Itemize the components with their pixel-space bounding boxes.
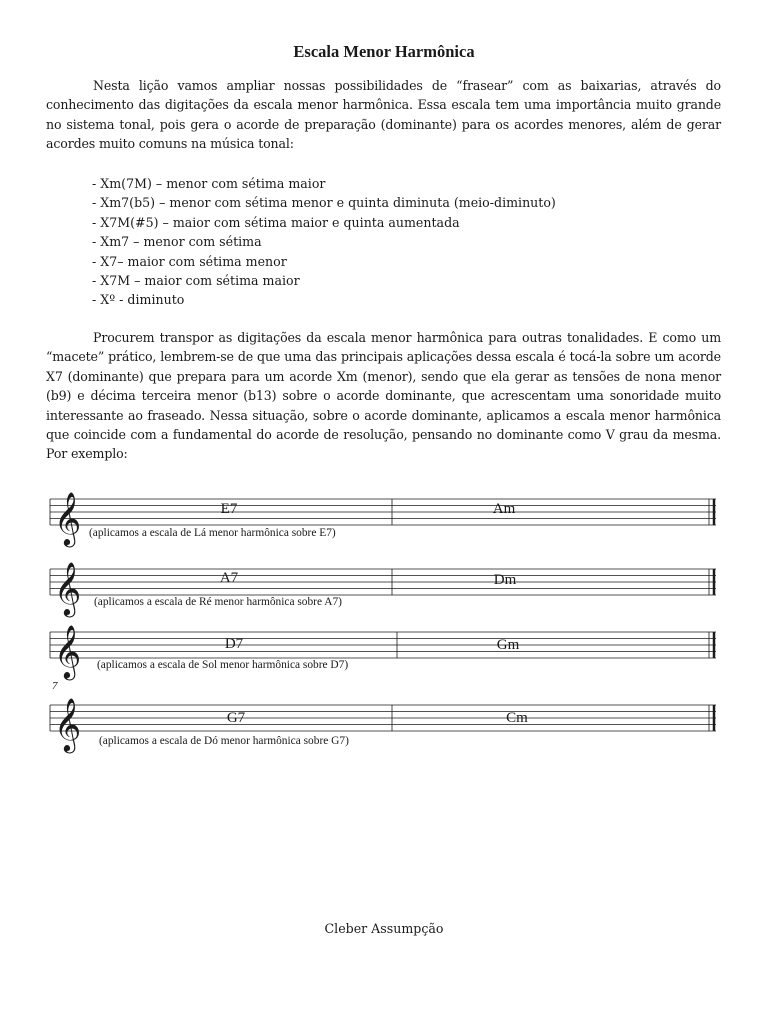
list-item: - X7M – maior com sétima maior — [92, 273, 300, 289]
measure-number: 7 — [52, 680, 58, 692]
author-name: Cleber Assumpção — [324, 921, 444, 936]
list-item: - X7M(#5) – maior com sétima maior e quinta aumentada — [92, 214, 460, 230]
intro-paragraph: Nesta lição vamos ampliar nossas possibilidades de “frasear” com as baixarias, através do conhecimento das digitações da escala menor harmônica. Essa escala tem uma importância muito grande no sistema tonal, pois gera o acorde de preparação (dominante) para os acordes menores, além de gerar acordes muito comuns na música tonal: — [46, 78, 721, 152]
chord-symbol: G7 — [226, 710, 246, 726]
staff-caption: (aplicamos a escala de Sol menor harmônica sobre D7) — [97, 659, 349, 671]
treble-clef-icon: 𝄞 — [54, 561, 82, 615]
page-title: Escala Menor Harmônica — [293, 42, 475, 61]
chord-symbol: Dm — [493, 572, 517, 588]
list-item: - Xº - diminuto — [92, 292, 185, 308]
treble-clef-icon: 𝄞 — [54, 697, 82, 751]
treble-clef-icon: 𝄞 — [54, 491, 82, 545]
explanation-paragraph: Procurem transpor as digitações da escala menor harmônica para outras tonalidades. E como um “macete” prático, lembrem-se de que uma das principais aplicações dessa escala é tocá-la sobre um acorde X7 (dominante) que prepara para um acorde Xm (menor), sendo que ela gerar as tensões de nona menor (b9) e décima terceira menor (b13) sobre o acorde dominante, que acrescentam uma sonoridade muito interessante ao fraseado. Nessa situação, sobre o acorde dominante, aplicamos a escala menor harmônica que coincide com a fundamental do acorde de resolução, pensando no dominante como V grau da mesma. Por exemplo: — [46, 330, 721, 462]
staff-caption: (aplicamos a escala de Lá menor harmônica sobre E7) — [89, 527, 336, 539]
staff-system-2 — [50, 561, 716, 617]
staff-system-3 — [50, 624, 716, 680]
staff-system-4 — [50, 680, 716, 753]
chord-symbol: E7 — [220, 501, 238, 517]
chord-symbol: Gm — [496, 637, 520, 653]
staff-caption: (aplicamos a escala de Ré menor harmônica sobre A7) — [94, 596, 342, 608]
staff-caption: (aplicamos a escala de Dó menor harmônica sobre G7) — [99, 735, 349, 747]
chord-symbol: Am — [492, 501, 516, 517]
list-item: - Xm7(b5) – menor com sétima menor e quinta diminuta (meio-diminuto) — [92, 195, 556, 211]
list-item: - Xm(7M) – menor com sétima maior — [92, 176, 326, 191]
list-item: - Xm7 – menor com sétima — [92, 234, 262, 250]
chord-symbol: D7 — [224, 636, 244, 652]
treble-clef-icon: 𝄞 — [54, 624, 82, 678]
list-item: - X7– maior com sétima menor — [92, 253, 287, 269]
staff-system-1 — [50, 491, 716, 547]
chord-symbol: A7 — [219, 570, 239, 586]
chord-symbol: Cm — [506, 710, 528, 726]
